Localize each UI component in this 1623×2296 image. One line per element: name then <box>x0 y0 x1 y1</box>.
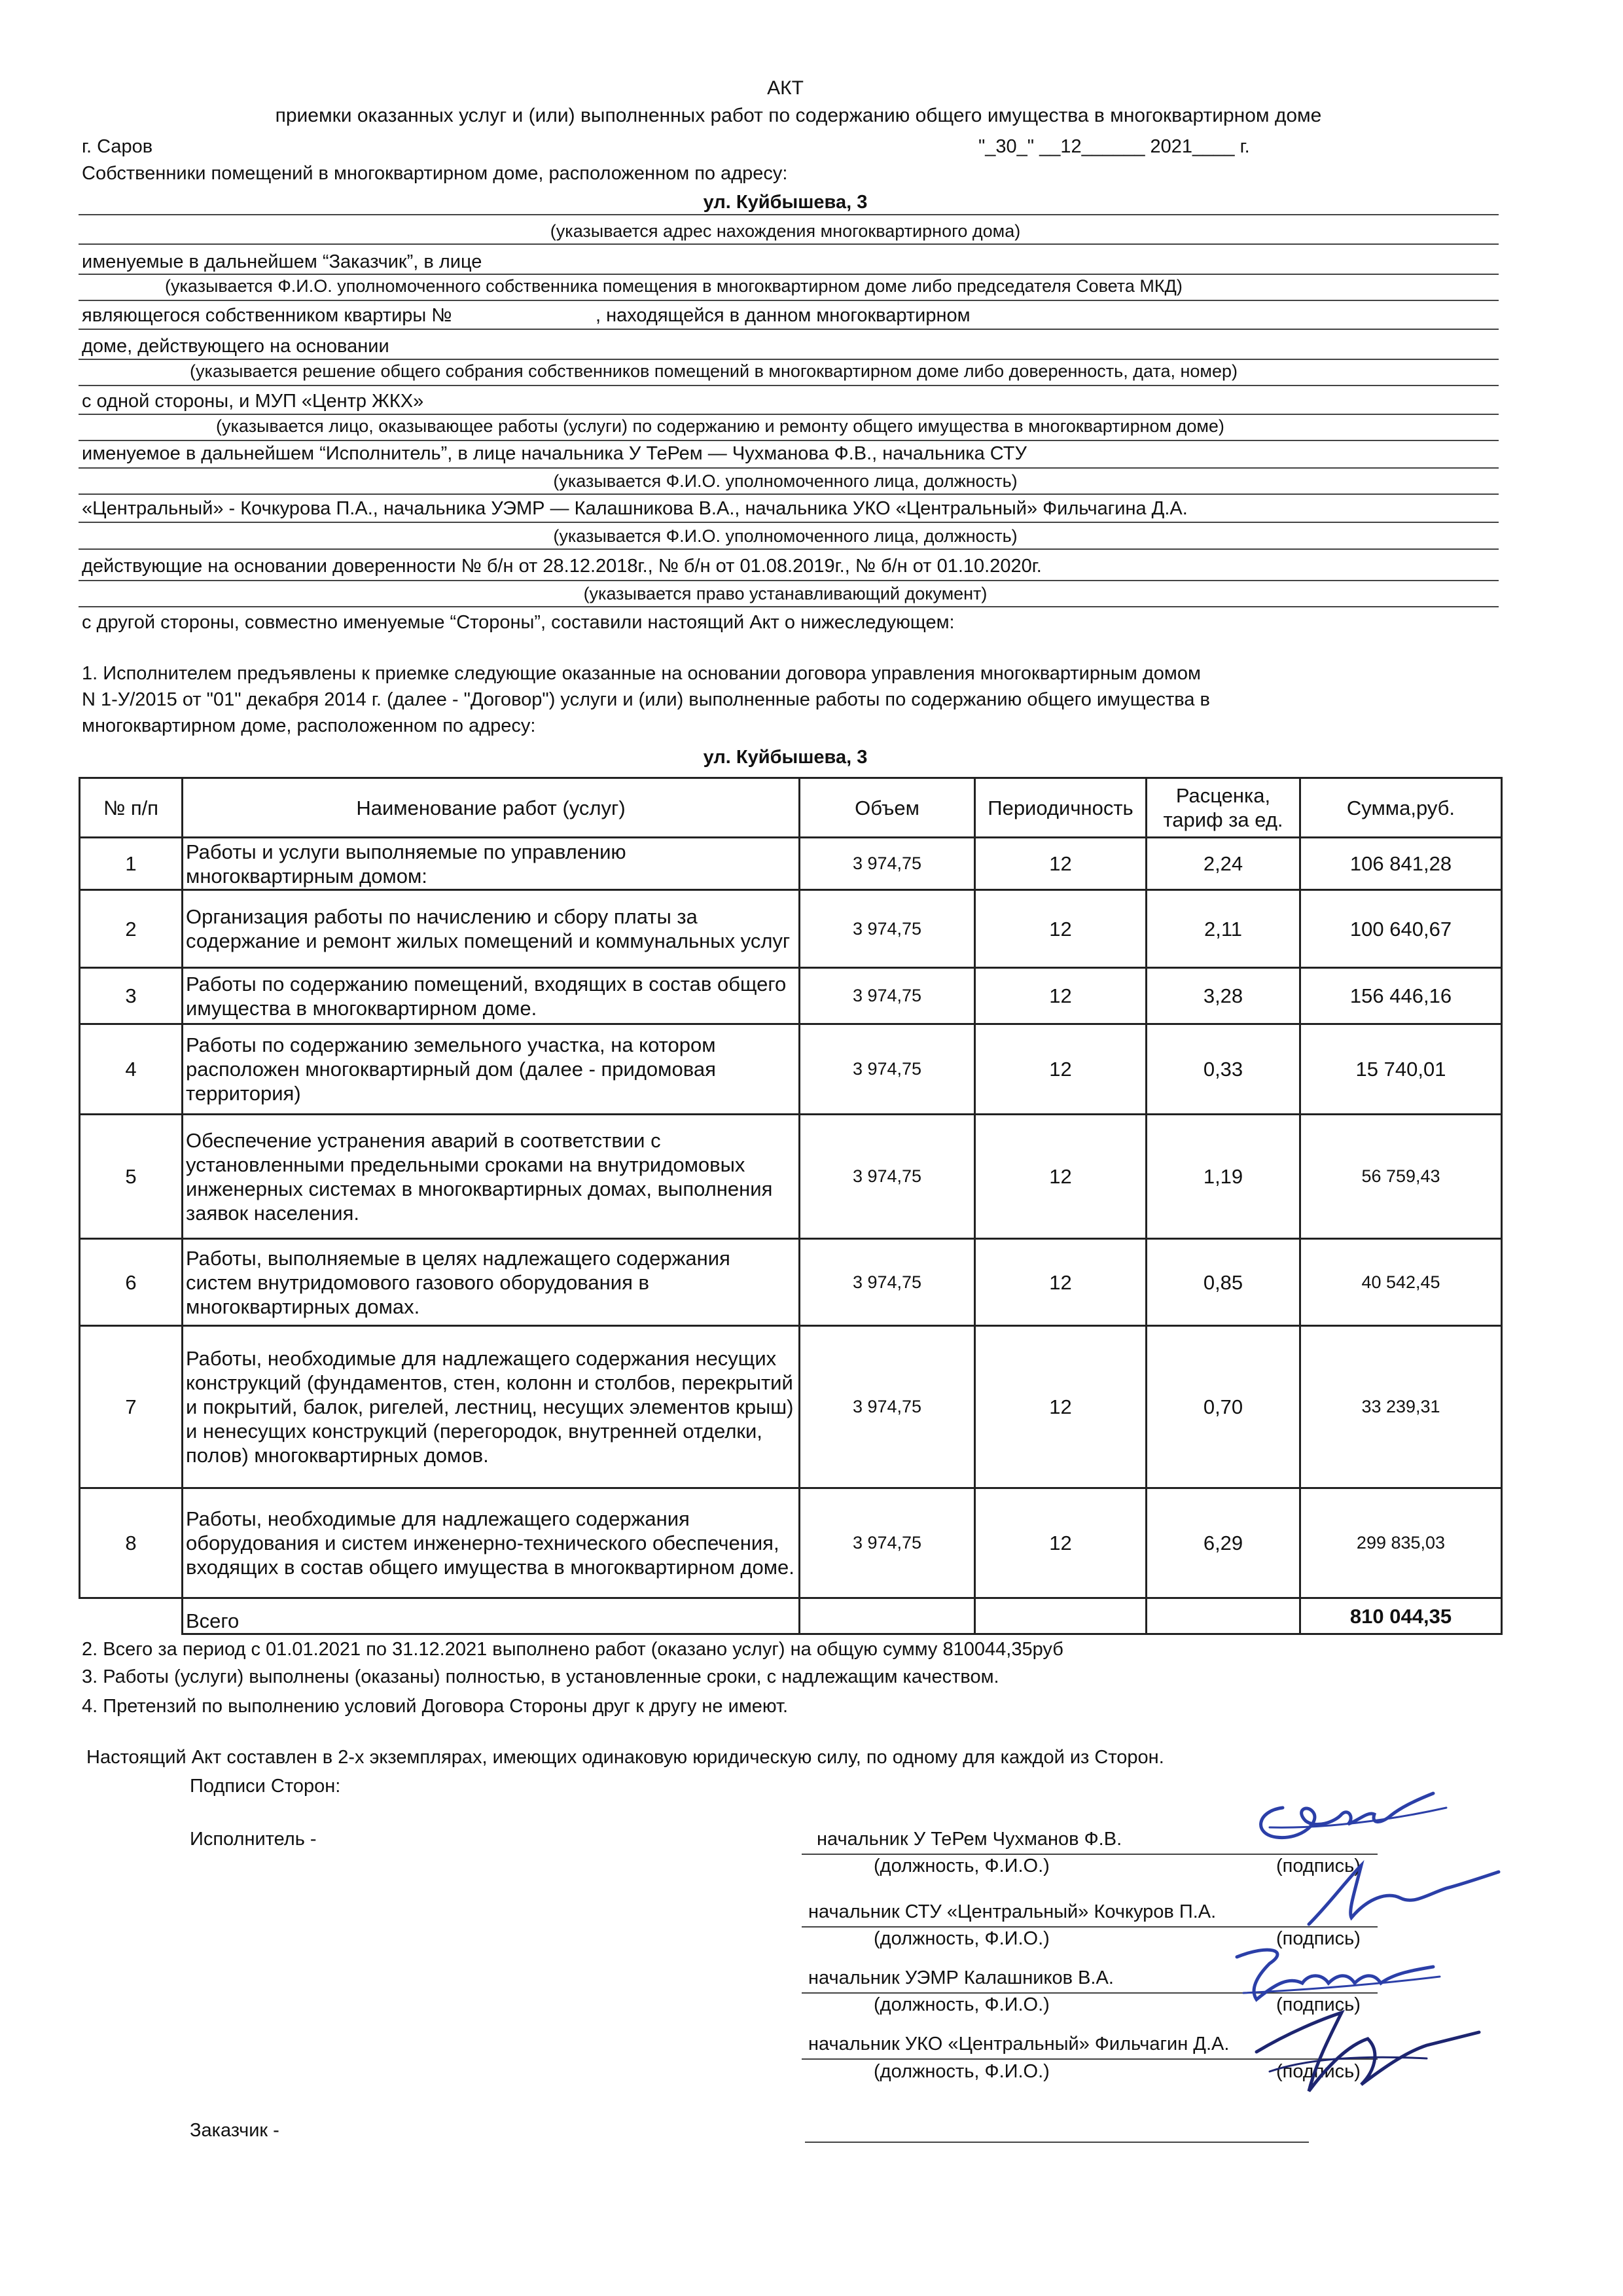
row-period: 12 <box>975 1024 1147 1115</box>
row-name: Обеспечение устранения аварий в соответствии с установленными предельными сроками на внутридомовых инженерных системах в многоквартирных домах, выполнения заявок населения. <box>183 1115 800 1239</box>
table-row <box>80 1326 1502 1488</box>
row-name: Работы по содержанию земельного участка, на котором расположен многоквартирный дом (далее - придомовая территория) <box>183 1024 800 1115</box>
row-num: 5 <box>80 1115 183 1239</box>
underline <box>79 329 1499 330</box>
underline <box>79 440 1499 441</box>
row-period: 12 <box>975 968 1147 1024</box>
sign-note: (подпись) <box>1276 1856 1361 1876</box>
row-volume: 3 974,75 <box>800 890 975 968</box>
signatures-label: Подписи Сторон: <box>190 1776 341 1797</box>
row-rate: 2,24 <box>1147 838 1300 890</box>
clause1-line3: многоквартирном доме, расположенном по адресу: <box>82 715 536 736</box>
row-sum: 100 640,67 <box>1300 890 1502 968</box>
act-title: АКТ <box>767 77 804 99</box>
clause-4: 4. Претензий по выполнению условий Договора Стороны друг к другу не имеют. <box>82 1696 789 1717</box>
row-num: 6 <box>80 1239 183 1326</box>
row-name: Работы по содержанию помещений, входящих в состав общего имущества в многоквартирном доме. <box>183 968 800 1024</box>
row-sum: 33 239,31 <box>1300 1326 1502 1488</box>
row-sum: 56 759,43 <box>1300 1115 1502 1239</box>
header-volume: Объем <box>800 778 975 838</box>
signature-1-icon <box>1243 1782 1453 1854</box>
row-volume: 3 974,75 <box>800 1239 975 1326</box>
act-subtitle: приемки оказанных услуг и (или) выполненных работ по содержанию общего имущества в многоквартирном доме <box>275 105 1322 126</box>
basis-note: (указывается решение общего собрания собственников помещений в многоквартирном доме либо доверенность, дата, номер) <box>190 361 1238 381</box>
row-period: 12 <box>975 1326 1147 1488</box>
row-num: 7 <box>80 1326 183 1488</box>
table-row <box>80 1239 1502 1326</box>
table-row <box>80 838 1502 890</box>
clause1-address: ул. Куйбышева, 3 <box>703 747 868 768</box>
table-row <box>80 1024 1502 1115</box>
header-rate <box>1147 778 1300 838</box>
row-num: 2 <box>80 890 183 968</box>
header-name: Наименование работ (услуг) <box>183 778 800 838</box>
executor-line: именуемое в дальнейшем “Исполнитель”, в лице начальника У ТеРем — Чухманова Ф.В., начальника СТУ <box>82 443 1027 464</box>
row-period: 12 <box>975 838 1147 890</box>
row-name: Работы, необходимые для надлежащего содержания несущих конструкций (фундаментов, стен, колонн и столбов, перекрытий и покрытий, балок, ригелей, лестниц, несущих элементов крыш) и ненесущих конструкций (перегородок, внутренней отделки, полов) многоквартирных домов. <box>183 1326 800 1488</box>
signer-position: начальник УКО «Центральный» Фильчагин Д.А. <box>808 2034 1230 2054</box>
customer-label: Заказчик - <box>190 2120 279 2141</box>
header-period: Периодичность <box>975 778 1147 838</box>
row-volume: 3 974,75 <box>800 1326 975 1488</box>
signature-line <box>805 2142 1309 2143</box>
row-sum: 40 542,45 <box>1300 1239 1502 1326</box>
row-rate: 6,29 <box>1147 1488 1300 1598</box>
row-rate: 3,28 <box>1147 968 1300 1024</box>
underline <box>79 580 1499 581</box>
basis-line: доме, действующего на основании <box>82 336 389 357</box>
signer-position: начальник СТУ «Центральный» Кочкуров П.А. <box>808 1901 1217 1922</box>
row-sum: 106 841,28 <box>1300 838 1502 890</box>
row-volume: 3 974,75 <box>800 838 975 890</box>
underline <box>79 522 1499 523</box>
clause-2: 2. Всего за период с 01.01.2021 по 31.12.2021 выполнено работ (оказано услуг) на общую сумму 810044,35руб <box>82 1639 1063 1660</box>
city: г. Саров <box>82 136 153 157</box>
underline <box>79 300 1499 301</box>
header-num: № п/п <box>80 778 183 838</box>
total-sum: 810 044,35 <box>1300 1598 1502 1634</box>
total-empty <box>80 1598 183 1634</box>
row-rate: 0,33 <box>1147 1024 1300 1115</box>
row-rate: 0,70 <box>1147 1326 1300 1488</box>
total-empty <box>800 1598 975 1634</box>
row-num: 1 <box>80 838 183 890</box>
row-rate: 1,19 <box>1147 1115 1300 1239</box>
total-empty <box>975 1598 1147 1634</box>
table-row <box>80 1115 1502 1239</box>
customer-note: (указывается Ф.И.О. уполномоченного собственника помещения в многоквартирном доме либо председателя Совета МКД) <box>165 276 1183 296</box>
row-sum: 299 835,03 <box>1300 1488 1502 1598</box>
row-sum: 15 740,01 <box>1300 1024 1502 1115</box>
table-header-row <box>80 778 1502 838</box>
position-note: (должность, Ф.И.О.) <box>874 2061 1050 2082</box>
position-note: (должность, Ф.И.О.) <box>874 1856 1050 1876</box>
table-row <box>80 1488 1502 1598</box>
row-period: 12 <box>975 1239 1147 1326</box>
signature-2-icon <box>1283 1852 1505 1937</box>
signature-4-icon <box>1230 1993 1492 2104</box>
position-note: (должность, Ф.И.О.) <box>874 1928 1050 1949</box>
clause1-line1: 1. Исполнителем предъявлены к приемке следующие оказанные на основании договора управления многоквартирным домом <box>82 663 1201 684</box>
side-one: с одной стороны, и МУП «Центр ЖКХ» <box>82 391 424 412</box>
row-volume: 3 974,75 <box>800 1115 975 1239</box>
underline <box>79 548 1499 550</box>
underline <box>79 467 1499 469</box>
clause1-line2: N 1-У/2015 от "01" декабря 2014 г. (далее - "Договор") услуги и (или) выполненные работы по содержанию общего имущества в <box>82 689 1210 710</box>
owner-line-b: , находящейся в данном многоквартирном <box>596 305 971 326</box>
person-note-2: (указывается Ф.И.О. уполномоченного лица, должность) <box>553 526 1018 546</box>
row-volume: 3 974,75 <box>800 1024 975 1115</box>
row-period: 12 <box>975 890 1147 968</box>
row-rate: 0,85 <box>1147 1239 1300 1326</box>
address-note: (указывается адрес нахождения многоквартирного дома) <box>550 221 1021 241</box>
underline <box>79 493 1499 495</box>
contractor-note: (указывается лицо, оказывающее работы (услуги) по содержанию и ремонту общего имущества в многоквартирном доме) <box>216 416 1224 436</box>
table-row <box>80 890 1502 968</box>
person-note-1: (указывается Ф.И.О. уполномоченного лица, должность) <box>553 471 1018 491</box>
sign-note: (подпись) <box>1276 1928 1361 1949</box>
row-num: 3 <box>80 968 183 1024</box>
table-row <box>80 968 1502 1024</box>
side-two: с другой стороны, совместно именуемые “Стороны”, составили настоящий Акт о нижеследующем: <box>82 612 955 633</box>
row-rate: 2,11 <box>1147 890 1300 968</box>
address: ул. Куйбышева, 3 <box>703 192 868 213</box>
header-rate-line1: Расценка, <box>1175 784 1271 807</box>
row-num: 4 <box>80 1024 183 1115</box>
owners-intro: Собственники помещений в многоквартирном доме, расположенном по адресу: <box>82 163 788 184</box>
header-sum: Сумма,руб. <box>1300 778 1502 838</box>
underline <box>79 606 1499 607</box>
row-volume: 3 974,75 <box>800 1488 975 1598</box>
row-name: Организация работы по начислению и сбору платы за содержание и ремонт жилых помещений и коммунальных услуг <box>183 890 800 968</box>
row-name: Работы и услуги выполняемые по управлению многоквартирным домом: <box>183 838 800 890</box>
row-num: 8 <box>80 1488 183 1598</box>
position-note: (должность, Ф.И.О.) <box>874 1994 1050 2015</box>
table-total-row <box>80 1598 1502 1634</box>
clause-3: 3. Работы (услуги) выполнены (оказаны) полностью, в установленные сроки, с надлежащим качеством. <box>82 1666 999 1687</box>
power-line: действующие на основании доверенности № б/н от 28.12.2018г., № б/н от 01.08.2019г., № б/н от 01.10.2020г. <box>82 556 1042 577</box>
underline <box>79 214 1499 215</box>
total-empty <box>1147 1598 1300 1634</box>
row-period: 12 <box>975 1115 1147 1239</box>
row-name: Работы, выполняемые в целях надлежащего содержания систем внутридомового газового оборудования в многоквартирных домах. <box>183 1239 800 1326</box>
sign-note: (подпись) <box>1276 2061 1361 2082</box>
executor-line-2: «Центральный» - Кочкурова П.А., начальника УЭМР — Калашникова В.А., начальника УКО «Центральный» Фильчагина Д.А. <box>82 498 1188 519</box>
signer-position: начальник У ТеРем Чухманов Ф.В. <box>817 1829 1122 1850</box>
act-date: "_30_" __12______ 2021____ г. <box>978 136 1250 157</box>
power-note: (указывается право устанавливающий документ) <box>583 584 988 603</box>
row-period: 12 <box>975 1488 1147 1598</box>
row-sum: 156 446,16 <box>1300 968 1502 1024</box>
signer-position: начальник УЭМР Калашников В.А. <box>808 1967 1114 1988</box>
executor-label: Исполнитель - <box>190 1829 317 1850</box>
customer-line: именуемые в дальнейшем “Заказчик”, в лице <box>82 251 482 272</box>
row-name: Работы, необходимые для надлежащего содержания оборудования и систем инженерно-технического обеспечения, входящих в состав общего имущества в многоквартирном доме. <box>183 1488 800 1598</box>
works-table <box>79 777 1503 1635</box>
underline <box>79 243 1499 245</box>
total-label: Всего <box>183 1598 800 1634</box>
header-rate-line2: тариф за ед. <box>1163 808 1283 831</box>
copies-note: Настоящий Акт составлен в 2-х экземплярах, имеющих одинаковую юридическую силу, по одному для каждой из Сторон. <box>86 1747 1164 1768</box>
sign-note: (подпись) <box>1276 1994 1361 2015</box>
owner-line-a: являющегося собственником квартиры № <box>82 305 452 326</box>
underline <box>79 385 1499 386</box>
row-volume: 3 974,75 <box>800 968 975 1024</box>
